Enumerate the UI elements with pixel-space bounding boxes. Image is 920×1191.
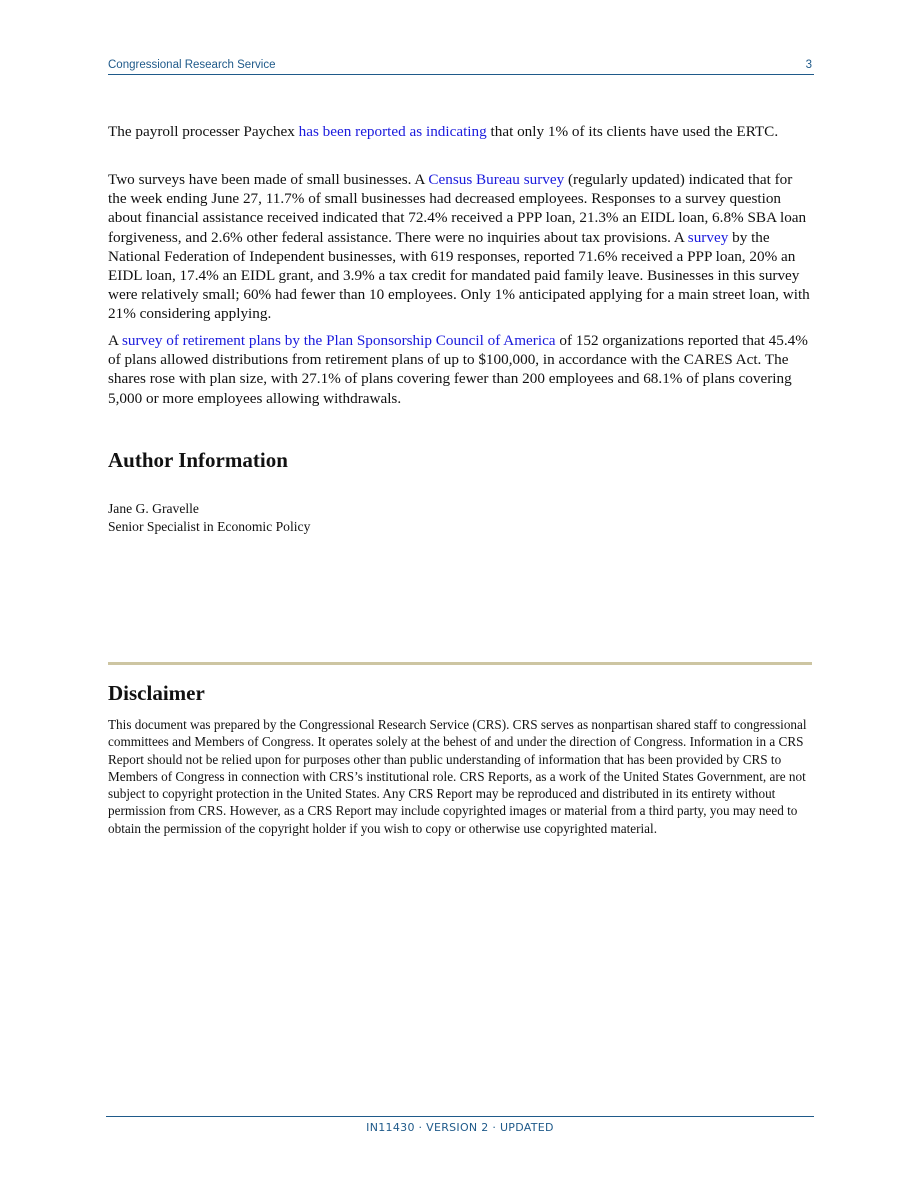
disclaimer-heading: Disclaimer	[108, 681, 205, 705]
paragraph-text: by the National Federation of Independent businesses, with 619 responses, reported 71.6% received a PPP loan, 20% an EIDL loan, 17.4% an EIDL grant, and 3.9% a tax credit for mandated paid family leave. Businesses in this survey were relatively small; 60% had fewer than 10 employees. Only 1% anticipated applying for a main street loan, with 21% considering applying.	[108, 228, 810, 323]
header-title: Congressional Research Service	[108, 59, 276, 71]
page-header	[108, 58, 814, 75]
section-divider	[108, 662, 812, 665]
paragraph-text: The payroll processer Paychex	[108, 123, 299, 140]
paragraph-text: of 152 organizations reported that 45.4% of plans allowed distributions from retirement plans of up to $100,000, in accordance with the CARES Act. The shares rose with plan size, with 27.1% of plans covering fewer than 200 employees and 68.1% of plans covering 5,000 or more employees allowing withdrawals.	[108, 332, 808, 407]
page-number: 3	[805, 59, 812, 71]
paragraph-text: A	[108, 332, 122, 349]
paragraph-small-business-surveys	[108, 170, 814, 324]
census-bureau-survey-link[interactable]: Census Bureau survey	[428, 171, 565, 188]
footer-divider	[106, 1116, 814, 1117]
author-information-heading: Author Information	[108, 448, 288, 472]
paragraph-text: (regularly updated) indicated that for the week ending June 27, 11.7% of small businesses had decreased employees. Responses to a survey question about financial assistance received indicated that 72.4% received a PPP loan, 21.3% an EIDL loan, 6.8% SBA loan forgiveness, and 2.6% other federal assistance. There were no inquiries about tax provisions. A	[108, 171, 807, 246]
footer-document-id: IN11430 · VERSION 2 · UPDATED	[366, 1121, 554, 1134]
retirement-plans-survey-link[interactable]: survey of retirement plans by the Plan Sponsorship Council of America	[121, 332, 556, 349]
paragraph-text: Two surveys have been made of small businesses. A	[108, 171, 429, 188]
nfib-survey-link[interactable]: survey	[687, 228, 729, 246]
author-name: Jane G. Gravelle	[108, 501, 199, 516]
author-title: Senior Specialist in Economic Policy	[108, 519, 311, 534]
disclaimer-text: This document was prepared by the Congressional Research Service (CRS). CRS serves as nonpartisan shared staff to congressional committees and Members of Congress. It operates solely at the behest of and under the direction of Congress. Information in a CRS Report should not be relied upon for purposes other than public understanding of information that has been provided by CRS to Members of Congress in connection with CRS’s institutional role. CRS Reports, as a work of the United States Government, are not subject to copyright protection in the United States. Any CRS Report may be reproduced and distributed in its entirety without permission from CRS. However, as a CRS Report may include copyrighted images or material from a third party, you may need to obtain the permission of the copyright holder if you wish to copy or otherwise use copyrighted material.	[108, 717, 807, 836]
paragraph-retirement-plans	[108, 331, 814, 408]
paychex-report-link[interactable]: has been reported as indicating	[298, 123, 487, 140]
paragraph-paychex	[108, 122, 814, 141]
paragraph-text: that only 1% of its clients have used the ERTC.	[486, 123, 779, 140]
